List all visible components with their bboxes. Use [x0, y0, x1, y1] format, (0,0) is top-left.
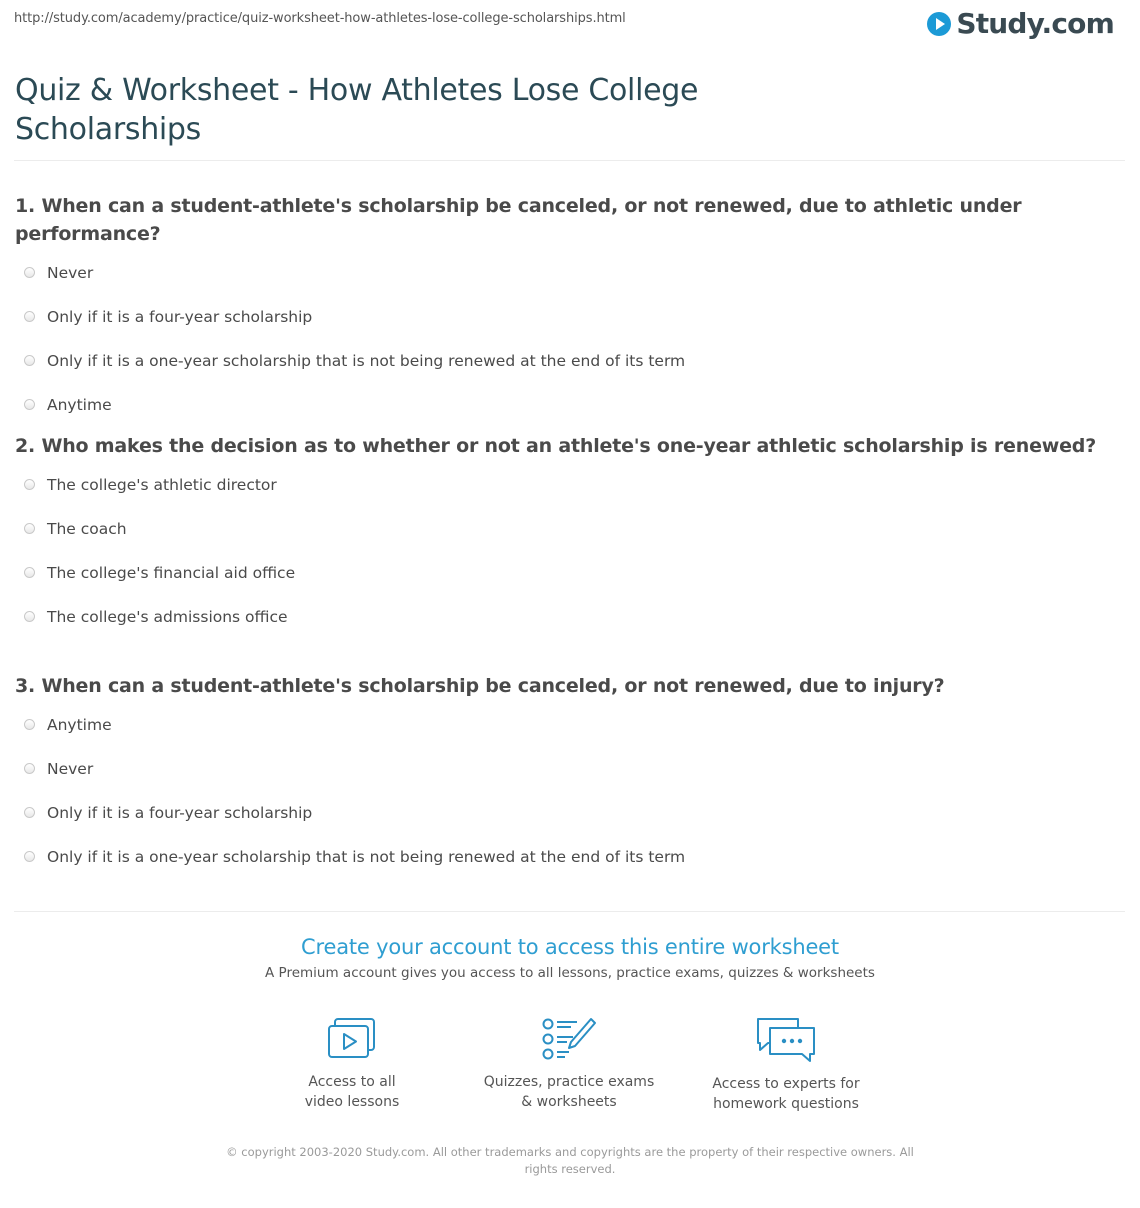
play-logo-icon: [927, 12, 951, 36]
feature-label-line: video lessons: [304, 1094, 400, 1110]
feature-experts: [686, 1016, 886, 1114]
question-2: [15, 432, 1125, 650]
copyright-notice: © copyright 2003-2020 Study.com. All other trademarks and copyrights are the property of their respective owners. All rights reserved.: [226, 1145, 914, 1176]
answer-label: Only if it is a four-year scholarship: [47, 804, 313, 822]
answer-option[interactable]: [15, 306, 1125, 350]
answer-option[interactable]: [15, 350, 1125, 394]
question-1: [15, 192, 1125, 438]
answer-option[interactable]: [15, 562, 1125, 606]
answer-label: Only if it is a one-year scholarship that is not being renewed at the end of its term: [47, 848, 686, 866]
chat-bubbles-icon: [754, 1016, 818, 1064]
cta-subtitle: A Premium account gives you access to all lessons, practice exams, quizzes & worksheets: [265, 965, 875, 981]
radio-button[interactable]: [24, 719, 35, 730]
page-url: http://study.com/academy/practice/quiz-worksheet-how-athletes-lose-college-scholarships.html: [14, 11, 626, 26]
feature-label-line: Access to experts for: [712, 1076, 860, 1092]
answer-option[interactable]: [15, 846, 1125, 890]
answer-label: Never: [47, 760, 94, 778]
title-divider: [14, 160, 1125, 161]
radio-button[interactable]: [24, 807, 35, 818]
feature-label-line: Quizzes, practice exams: [483, 1074, 655, 1090]
radio-button[interactable]: [24, 267, 35, 278]
radio-button[interactable]: [24, 763, 35, 774]
feature-label-line: homework questions: [713, 1096, 859, 1112]
page-title: Quiz & Worksheet - How Athletes Lose College Scholarships: [15, 73, 699, 147]
radio-button[interactable]: [24, 851, 35, 862]
answer-label: Anytime: [47, 396, 112, 414]
study-logo[interactable]: [927, 6, 1114, 42]
answer-label: Only if it is a four-year scholarship: [47, 308, 313, 326]
answer-option[interactable]: [15, 262, 1125, 306]
radio-button[interactable]: [24, 611, 35, 622]
video-lessons-icon: [326, 1016, 378, 1062]
logo-text: Study.com: [956, 7, 1114, 40]
premium-features: [0, 1016, 1140, 1116]
question-text: 3. When can a student-athlete's scholarship be canceled, or not renewed, due to injury?: [15, 675, 945, 697]
answer-label: Anytime: [47, 716, 112, 734]
radio-button[interactable]: [24, 311, 35, 322]
answer-label: Only if it is a one-year scholarship that is not being renewed at the end of its term: [47, 352, 686, 370]
section-divider: [14, 911, 1125, 912]
feature-label: [469, 1072, 669, 1112]
answer-label: The coach: [47, 520, 127, 538]
answer-label: Never: [47, 264, 94, 282]
feature-label: [686, 1074, 886, 1114]
answer-label: The college's financial aid office: [47, 564, 296, 582]
radio-button[interactable]: [24, 355, 35, 366]
answer-option[interactable]: [15, 802, 1125, 846]
feature-video-lessons: [252, 1016, 452, 1112]
cta-title[interactable]: Create your account to access this entire worksheet: [301, 935, 839, 959]
answer-option[interactable]: [15, 474, 1125, 518]
radio-button[interactable]: [24, 479, 35, 490]
answer-option[interactable]: [15, 518, 1125, 562]
feature-quizzes: [469, 1016, 669, 1112]
radio-button[interactable]: [24, 523, 35, 534]
radio-button[interactable]: [24, 399, 35, 410]
feature-label: [252, 1072, 452, 1112]
feature-label-line: & worksheets: [521, 1094, 617, 1110]
feature-label-line: Access to all: [308, 1074, 396, 1090]
question-3: [15, 672, 1125, 890]
answer-option[interactable]: [15, 714, 1125, 758]
radio-button[interactable]: [24, 567, 35, 578]
answer-label: The college's admissions office: [47, 608, 288, 626]
answer-option[interactable]: [15, 758, 1125, 802]
answer-options: [15, 262, 1125, 438]
answer-label: The college's athletic director: [47, 476, 277, 494]
answer-options: [15, 714, 1125, 890]
question-text: 1. When can a student-athlete's scholarship be canceled, or not renewed, due to athletic under performance?: [15, 195, 1022, 245]
question-text: 2. Who makes the decision as to whether or not an athlete's one-year athletic scholarship is renewed?: [15, 435, 1097, 457]
answer-options: [15, 474, 1125, 650]
answer-option[interactable]: [15, 606, 1125, 650]
quiz-checklist-icon: [541, 1016, 597, 1062]
signup-cta: [0, 933, 1140, 981]
